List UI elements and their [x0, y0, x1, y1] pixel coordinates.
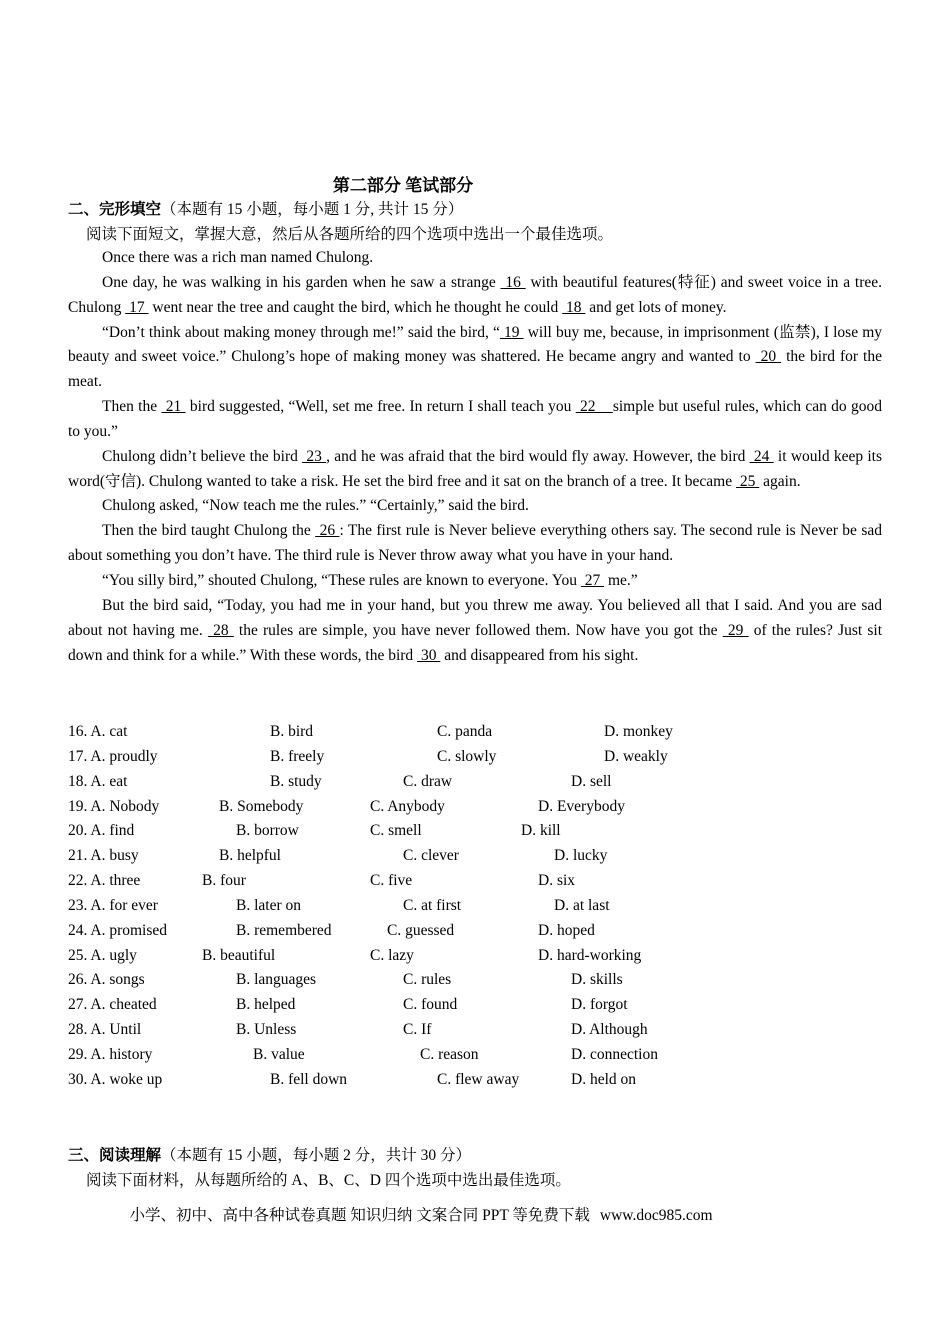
passage-paragraph	[68, 321, 882, 396]
passage-text: the bird for the meat.	[68, 348, 882, 391]
cloze-passage	[68, 246, 882, 668]
option-d: D. connection	[571, 1045, 658, 1063]
option-c: C. Anybody	[370, 797, 445, 815]
section2-heading-line	[68, 197, 463, 219]
option-c: C. clever	[403, 847, 459, 865]
option-b: B. bird	[270, 723, 314, 740]
option-a: 25. A. ugly	[68, 946, 137, 964]
option-a: 22. A. three	[68, 872, 141, 890]
option-a: 29. A. history	[68, 1045, 153, 1063]
blank-number: 27	[580, 571, 605, 589]
option-b: B. Unless	[236, 1021, 297, 1039]
option-a: 28. A. Until	[68, 1021, 142, 1039]
passage-paragraph	[68, 569, 882, 594]
passage-text: of the rules? Just sit down and think for a while.” With these words, the bird	[68, 621, 883, 664]
passage-text: Once there was a rich man named Chulong.	[102, 249, 374, 266]
passage-text: with beautiful features(特征) and sweet voice in a tree. Chulong	[68, 273, 883, 316]
option-d: D. skills	[571, 971, 623, 989]
passage-text: Then the bird taught Chulong the	[102, 522, 316, 540]
blank-number: 22	[575, 398, 613, 416]
option-d: D. kill	[521, 822, 561, 840]
blank-number: 23	[302, 447, 327, 465]
passage-text: again.	[759, 472, 801, 490]
passage-paragraph	[68, 445, 882, 495]
blank-number: 21	[161, 398, 186, 416]
option-a: 23. A. for ever	[68, 896, 158, 914]
blank-number: 28	[207, 621, 234, 639]
option-b: B. fell down	[270, 1070, 348, 1088]
blank-number: 25	[736, 472, 760, 490]
passage-text: simple but useful rules, which can do good to you.”	[68, 398, 882, 440]
option-d: D. monkey	[604, 723, 673, 740]
blank-number: 18	[562, 298, 586, 316]
option-b: B. value	[253, 1045, 305, 1063]
option-d: D. hard-working	[538, 946, 642, 964]
option-c: C. draw	[403, 772, 453, 790]
blank-number: 29	[722, 621, 749, 639]
option-b: B. Somebody	[219, 797, 304, 815]
option-c: C. at first	[403, 896, 462, 914]
passage-text: and disappeared from his sight.	[440, 646, 639, 664]
part-title: 第二部分 笔试部分	[332, 176, 474, 195]
section3-instruction: 阅读下面材料，从每题所给的 A、B、C、D 四个选项中选出最佳选项。	[86, 1172, 571, 1189]
passage-text: and get lots of money.	[585, 298, 727, 316]
passage-text: bird suggested, “Well, set me free. In return I shall teach you	[185, 398, 576, 416]
option-c: C. guessed	[387, 921, 455, 939]
option-b: B. helpful	[219, 847, 281, 865]
passage-text: Chulong didn’t believe the bird	[102, 447, 303, 465]
section2-instruction: 阅读下面短文，掌握大意，然后从各题所给的四个选项中选出一个最佳选项。	[86, 226, 614, 243]
option-d: D. Everybody	[538, 797, 625, 815]
passage-text: : The first rule is Never believe everything others say. The second rule is Never be sad about something you don’t have. The third rule is Never throw away what you have in your hand.	[68, 522, 882, 565]
passage-text: But the bird said, “Today, you had me in your hand, but you threw me away. You believed all that I said. And you are sad about not having me.	[68, 596, 882, 639]
section2-note: （本题有 15 小题，每小题 1 分, 共计 15 分）	[161, 201, 464, 218]
footer-text: 小学、初中、高中各种试卷真题 知识归纳 文案合同 PPT 等免费下载	[129, 1207, 590, 1224]
option-c: C. lazy	[370, 946, 414, 964]
passage-paragraph	[68, 271, 882, 321]
option-a: 27. A. cheated	[68, 996, 157, 1014]
option-b: B. freely	[270, 747, 325, 765]
option-b: B. beautiful	[202, 946, 276, 964]
option-d: D. forgot	[571, 996, 628, 1014]
option-c: C. rules	[403, 971, 452, 989]
option-c: C. flew away	[437, 1070, 520, 1088]
footer	[0, 1203, 950, 1225]
option-c: C. smell	[370, 822, 422, 840]
option-b: B. four	[202, 872, 246, 890]
option-c: C. slowly	[437, 747, 497, 765]
passage-paragraph	[68, 246, 882, 271]
blank-number: 19	[499, 323, 524, 341]
passage-text: will buy me, because, in imprisonment (监禁), I lose my beauty and sweet voice.” Chulong’s hope of making money was shattered. He became angry and wanted to	[68, 323, 883, 366]
option-b: B. borrow	[236, 822, 299, 840]
option-b: B. later on	[236, 896, 301, 914]
blank-number: 24	[749, 447, 774, 465]
blank-number: 17	[125, 298, 149, 316]
blank-number: 16	[500, 273, 526, 291]
option-d: D. Although	[571, 1021, 648, 1039]
passage-text: me.”	[604, 571, 638, 589]
section3-heading: 三、阅读理解	[68, 1147, 162, 1164]
option-b: B. remembered	[236, 921, 332, 939]
option-c: C. five	[370, 872, 413, 890]
footer-site: www.doc985.com	[599, 1207, 713, 1224]
passage-paragraph	[68, 594, 882, 669]
option-c: C. panda	[437, 723, 493, 740]
passage-paragraph	[68, 395, 882, 445]
passage-text: One day, he was walking in his garden when he saw a strange	[102, 273, 501, 291]
option-a: 26. A. songs	[68, 971, 145, 989]
blank-number: 26	[315, 522, 340, 540]
passage-text: the rules are simple, you have never followed them. Now have you got the	[233, 621, 723, 639]
passage-text: “Don’t think about making money through me!” said the bird, “	[102, 323, 500, 341]
passage-text: Chulong asked, “Now teach me the rules.” “Certainly,” said the bird.	[102, 497, 529, 515]
option-b: B. languages	[236, 971, 317, 989]
option-c: C. found	[403, 996, 458, 1014]
option-b: B. study	[270, 772, 322, 790]
option-c: C. reason	[420, 1045, 479, 1063]
option-d: D. lucky	[554, 847, 608, 865]
option-c: C. If	[403, 1021, 432, 1039]
passage-text: Then the	[102, 398, 162, 416]
option-a: 18. A. eat	[68, 772, 128, 790]
passage-text: went near the tree and caught the bird, which he thought he could	[148, 298, 563, 316]
option-d: D. sell	[571, 772, 612, 790]
option-d: D. held on	[571, 1070, 637, 1088]
section2-heading: 二、完形填空	[68, 201, 162, 218]
option-a: 17. A. proudly	[68, 747, 158, 765]
option-a: 16. A. cat	[68, 723, 128, 740]
option-a: 30. A. woke up	[68, 1070, 163, 1088]
option-d: D. at last	[554, 896, 610, 914]
option-d: D. six	[538, 872, 576, 890]
passage-text: , and he was afraid that the bird would fly away. However, the bird	[326, 447, 750, 465]
option-a: 20. A. find	[68, 822, 135, 840]
blank-number: 20	[755, 348, 782, 366]
option-a: 21. A. busy	[68, 847, 139, 865]
section3-note: （本题有 15 小题，每小题 2 分，共计 30 分）	[161, 1147, 472, 1164]
blank-number: 30	[417, 646, 441, 664]
passage-text: “You silly bird,” shouted Chulong, “These rules are known to everyone. You	[102, 571, 581, 589]
passage-paragraph	[68, 519, 882, 569]
option-a: 24. A. promised	[68, 921, 168, 939]
option-a: 19. A. Nobody	[68, 797, 160, 815]
passage-text: it would keep its word(守信). Chulong wanted to take a risk. He set the bird free and it sat on the branch of a tree. It became	[68, 447, 882, 490]
option-d: D. hoped	[538, 921, 595, 939]
option-b: B. helped	[236, 996, 296, 1014]
option-d: D. weakly	[604, 747, 668, 765]
passage-paragraph	[68, 494, 882, 519]
section3-heading-line	[68, 1143, 471, 1165]
